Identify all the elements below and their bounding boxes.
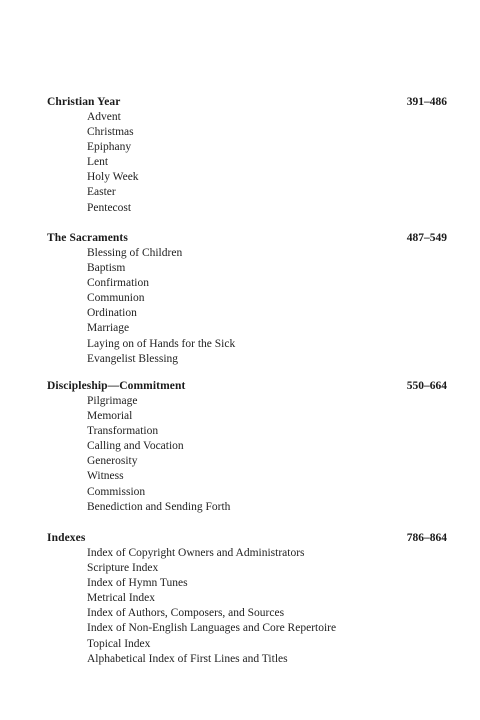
section-items <box>47 546 447 667</box>
section-header <box>47 379 447 394</box>
toc-entry: Evangelist Blessing <box>87 352 179 365</box>
toc-section-indexes <box>47 531 447 667</box>
toc-entry: Generosity <box>87 455 138 468</box>
toc-entry: Index of Copyright Owners and Administrators <box>87 547 305 559</box>
toc-entry: Commission <box>87 485 146 498</box>
toc-entry: Witness <box>87 470 124 483</box>
toc-entry: Index of Hymn Tunes <box>87 577 188 590</box>
section-title: Discipleship—Commitment <box>47 380 186 392</box>
toc-entry: Memorial <box>87 410 133 423</box>
toc-section-discipleship <box>47 379 447 515</box>
toc-entry: Easter <box>87 186 116 199</box>
toc-entry: Alphabetical Index of First Lines and Titles <box>87 652 288 665</box>
section-header <box>47 531 447 546</box>
toc-entry: Calling and Vocation <box>87 440 184 453</box>
toc-entry: Communion <box>87 292 145 305</box>
toc-entry: Ordination <box>87 307 137 320</box>
page-range: 786–864 <box>406 532 447 544</box>
page-range: 487–549 <box>406 232 447 244</box>
section-items <box>47 110 447 216</box>
toc-entry: Advent <box>87 111 121 123</box>
section-title: Indexes <box>47 532 86 544</box>
toc-entry: Marriage <box>87 322 130 335</box>
page-range: 391–486 <box>406 96 447 108</box>
toc-entry: Holy Week <box>87 171 139 184</box>
section-title: Christian Year <box>47 96 121 108</box>
toc-entry: Christmas <box>87 126 134 139</box>
section-header <box>47 231 447 246</box>
toc-entry: Metrical Index <box>87 592 156 605</box>
toc-entry: Transformation <box>87 425 159 438</box>
toc-entry: Baptism <box>87 262 126 275</box>
toc-entry: Index of Authors, Composers, and Sources <box>87 607 285 620</box>
toc-entry: Lent <box>87 156 109 169</box>
section-items <box>47 246 447 367</box>
toc-section-christian-year <box>47 95 447 216</box>
toc-entry: Pilgrimage <box>87 395 138 407</box>
section-items <box>47 394 447 515</box>
toc-entry: Confirmation <box>87 277 149 290</box>
toc-entry: Benediction and Sending Forth <box>87 500 231 513</box>
toc-entry: Index of Non-English Languages and Core Repertoire <box>87 622 337 635</box>
toc-entry: Blessing of Children <box>87 247 183 259</box>
toc-entry: Scripture Index <box>87 562 159 575</box>
toc-entry: Laying on of Hands for the Sick <box>87 337 236 350</box>
section-title: The Sacraments <box>47 232 128 244</box>
section-header <box>47 95 447 110</box>
toc-section-sacraments <box>47 231 447 367</box>
page-range: 550–664 <box>406 380 447 392</box>
toc-entry: Topical Index <box>87 637 151 650</box>
toc-entry: Pentecost <box>87 201 132 214</box>
toc-entry: Epiphany <box>87 141 132 154</box>
